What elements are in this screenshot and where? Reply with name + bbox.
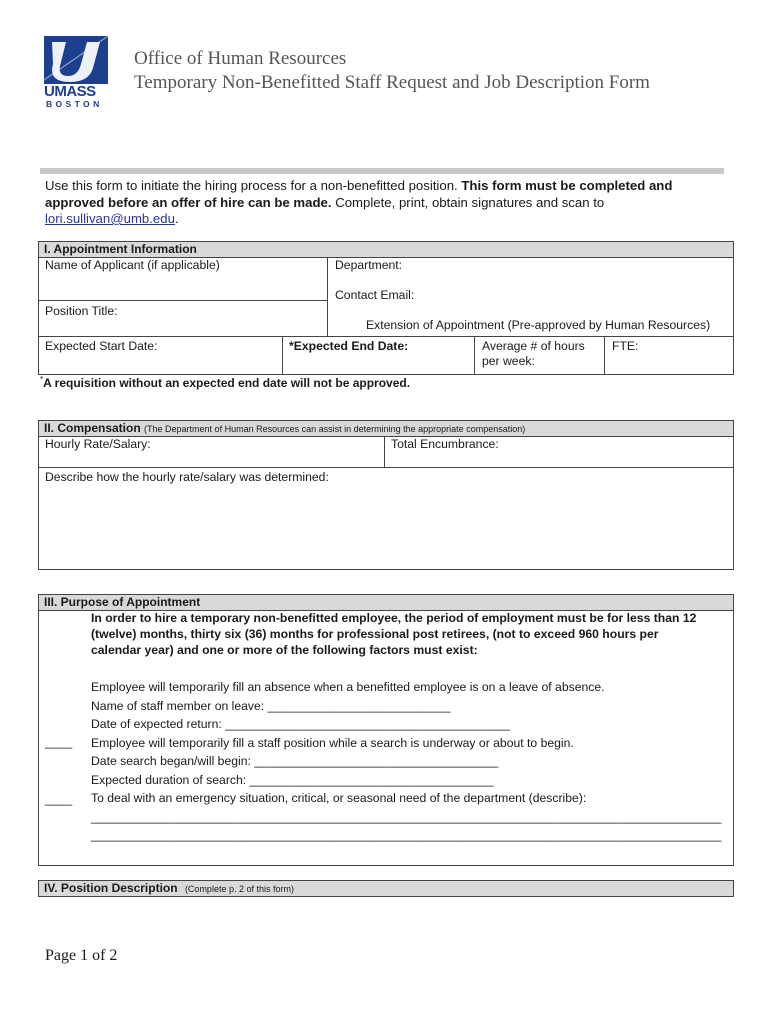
- section-3-header: [38, 594, 734, 611]
- applicant-name-field[interactable]: Name of Applicant (if applicable): [45, 258, 220, 272]
- section-2-header: [38, 420, 734, 437]
- contact-email-field[interactable]: Contact Email:: [335, 288, 415, 302]
- hourly-rate-field[interactable]: Hourly Rate/Salary:: [45, 437, 151, 451]
- section-4-title: IV. Position Description: [44, 881, 178, 895]
- divider: [604, 336, 605, 375]
- search-duration-field[interactable]: Expected duration of search: ____________________________________: [91, 772, 494, 787]
- header-divider: [40, 168, 724, 174]
- expected-return-field[interactable]: Date of expected return: __________________________________________: [91, 717, 510, 731]
- emergency-description-line-2[interactable]: _____________________________________________________________________________________________: [91, 828, 722, 842]
- total-encumbrance-field[interactable]: Total Encumbrance:: [391, 437, 499, 451]
- divider: [38, 467, 734, 468]
- end-date-note: [40, 375, 410, 390]
- logo-boston-text: BOSTON: [46, 99, 103, 109]
- intro-text-1: Use this form to initiate the hiring process for a non-benefitted position.: [45, 178, 462, 193]
- note-text: A requisition without an expected end date will not be approved.: [43, 376, 411, 390]
- purpose-options: [91, 678, 721, 845]
- purpose-intro-line-3: calendar year) and one or more of the following factors must exist:: [91, 643, 478, 657]
- intro-text-2: Complete, print, obtain signatures and scan to: [331, 194, 605, 210]
- intro-bold: This form must be completed and approved before an offer of hire can be made.: [45, 178, 673, 210]
- logo-u-icon: [44, 36, 108, 84]
- purpose-intro: [91, 610, 696, 658]
- option-3-checkbox[interactable]: ____: [45, 792, 73, 806]
- option-emergency-need[interactable]: To deal with an emergency situation, critical, or seasonal need of the department (describe):: [91, 791, 587, 805]
- section-4-header: [38, 880, 734, 897]
- section-3-title: III. Purpose of Appointment: [44, 595, 201, 609]
- section-1-box: [38, 257, 734, 375]
- fte-field[interactable]: FTE:: [612, 339, 639, 353]
- avg-hours-field[interactable]: [482, 339, 585, 369]
- department-field[interactable]: Department:: [335, 258, 403, 272]
- rate-description-field[interactable]: Describe how the hourly rate/salary was determined:: [45, 470, 329, 484]
- divider: [38, 300, 328, 301]
- start-date-field[interactable]: Expected Start Date:: [45, 339, 158, 353]
- section-2-subtitle: (The Department of Human Resources can assist in determining the appropriate compensation): [144, 424, 526, 434]
- purpose-intro-line-2: (twelve) months, thirty six (36) months for professional post retirees, (not to exceed 960 hours per: [91, 627, 659, 641]
- divider: [384, 436, 385, 468]
- section-1-title: I. Appointment Information: [44, 242, 197, 256]
- emergency-description-line-1[interactable]: _____________________________________________________________________________________________: [91, 809, 722, 824]
- option-leave-of-absence[interactable]: Employee will temporarily fill an absence when a benefitted employee is on a leave of absence.: [91, 680, 605, 694]
- section-4-subtitle: (Complete p. 2 of this form): [184, 884, 294, 894]
- divider: [474, 336, 475, 375]
- avg-hours-label-1: Average # of hours: [482, 339, 585, 353]
- intro-end: .: [174, 211, 179, 226]
- page-number: Page 1 of 2: [45, 947, 118, 964]
- divider: [327, 257, 328, 337]
- position-title-field[interactable]: Position Title:: [45, 304, 118, 318]
- section-2-title: II. Compensation: [44, 421, 141, 435]
- umass-boston-logo: [44, 36, 114, 116]
- option-search-underway[interactable]: Employee will temporarily fill a staff position while a search is underway or about to begin.: [91, 735, 574, 750]
- staff-on-leave-field[interactable]: Name of staff member on leave: ___________________________: [91, 698, 451, 713]
- logo-mark: [44, 36, 108, 84]
- divider: [38, 336, 734, 337]
- section-1-header: [38, 241, 734, 258]
- section-2-box: [38, 436, 734, 570]
- intro-paragraph: [45, 178, 725, 228]
- end-date-field[interactable]: *Expected End Date:: [289, 339, 409, 353]
- extension-field[interactable]: Extension of Appointment (Pre-approved by Human Resources): [366, 318, 711, 332]
- purpose-intro-line-1: In order to hire a temporary non-benefitted employee, the period of employment must be for less than 12: [91, 611, 697, 625]
- form-title: Temporary Non-Benefitted Staff Request and Job Description Form: [134, 72, 650, 93]
- divider: [282, 336, 283, 375]
- logo-umass-text: UMASS: [44, 83, 96, 100]
- option-2-checkbox[interactable]: ____: [45, 735, 73, 749]
- office-title: Office of Human Resources: [134, 48, 347, 69]
- email-link[interactable]: lori.sullivan@umb.edu: [45, 211, 175, 226]
- search-date-field[interactable]: Date search began/will begin: ____________________________________: [91, 754, 499, 768]
- avg-hours-label-2: per week:: [482, 354, 535, 368]
- note-star: *: [40, 375, 44, 384]
